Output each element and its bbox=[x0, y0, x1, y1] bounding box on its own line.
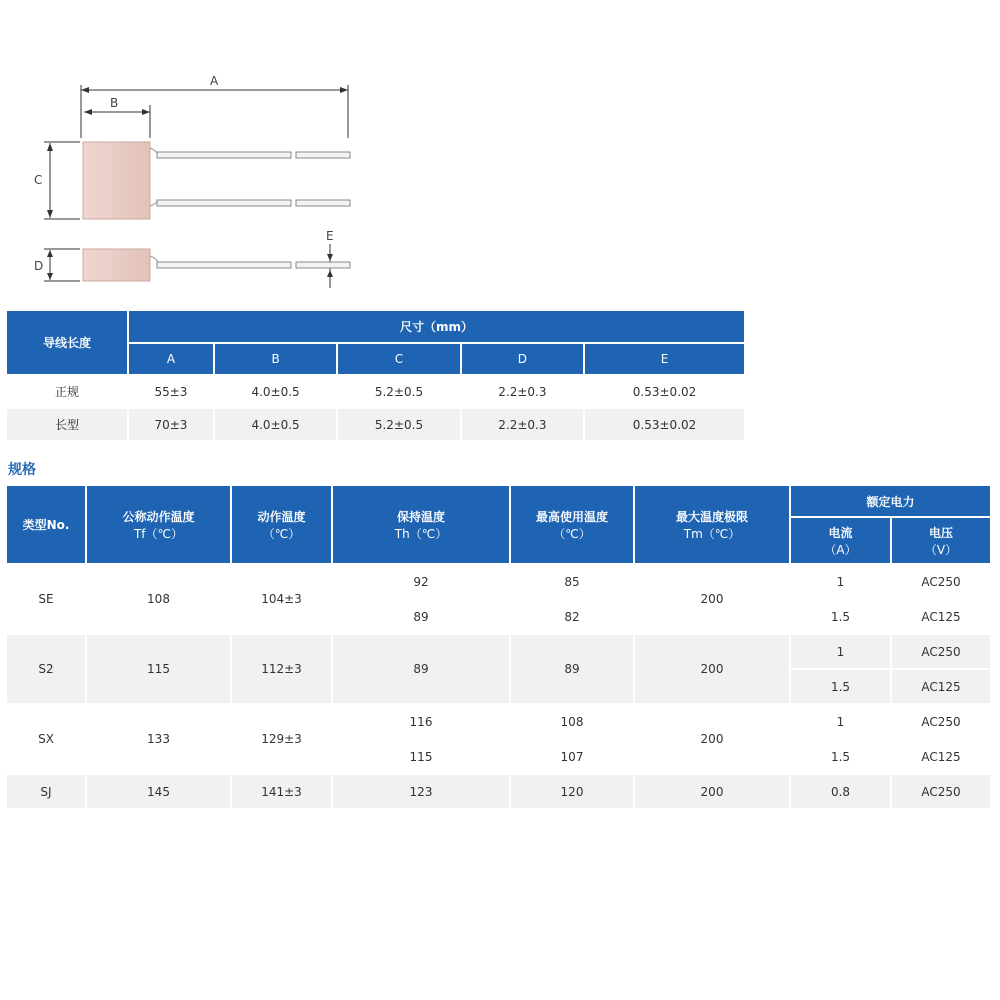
max-use-cell: 89 bbox=[510, 634, 634, 704]
type-cell: SJ bbox=[6, 774, 86, 809]
cell: 4.0±0.5 bbox=[214, 375, 337, 408]
tm-cell: 200 bbox=[634, 634, 790, 704]
th-cell: 116 bbox=[332, 704, 510, 739]
label-b: B bbox=[110, 96, 119, 110]
cell: 5.2±0.5 bbox=[337, 375, 460, 408]
specs-table bbox=[5, 484, 992, 810]
table-row bbox=[6, 634, 991, 669]
fuse-body-side-view bbox=[83, 249, 150, 281]
table-row bbox=[6, 408, 745, 441]
lead-top-2-end bbox=[296, 200, 350, 206]
max-use-cell: 120 bbox=[510, 774, 634, 809]
specs-title: 规格 bbox=[8, 462, 36, 478]
table-row bbox=[6, 375, 745, 408]
cell: 70±3 bbox=[128, 408, 214, 441]
max-use-cell: 82 bbox=[510, 599, 634, 634]
table-row bbox=[6, 704, 991, 739]
lead-top-2 bbox=[157, 200, 291, 206]
cell: 4.0±0.5 bbox=[214, 408, 337, 441]
voltage-cell: AC250 bbox=[891, 774, 991, 809]
type-header: 类型No. bbox=[6, 485, 86, 564]
table-row bbox=[6, 774, 991, 809]
tf-cell: 133 bbox=[86, 704, 231, 774]
current-cell: 1.5 bbox=[790, 669, 891, 704]
voltage-cell: AC250 bbox=[891, 564, 991, 599]
th-header: 保持温度 Th（℃） bbox=[332, 485, 510, 564]
type-cell: S2 bbox=[6, 634, 86, 704]
cell: 0.53±0.02 bbox=[584, 408, 745, 441]
current-header: 电流 （A） bbox=[790, 517, 891, 564]
op-temp-cell: 104±3 bbox=[231, 564, 332, 634]
tf-cell: 145 bbox=[86, 774, 231, 809]
lead-side bbox=[157, 262, 291, 268]
cell: 0.53±0.02 bbox=[584, 375, 745, 408]
size-group-header: 尺寸（mm） bbox=[128, 310, 745, 343]
tm-cell: 200 bbox=[634, 704, 790, 774]
tm-header: 最大温度极限 Tm（℃） bbox=[634, 485, 790, 564]
current-cell: 1.5 bbox=[790, 739, 891, 774]
col-a-header: A bbox=[128, 343, 214, 375]
th-cell: 89 bbox=[332, 634, 510, 704]
label-a: A bbox=[210, 74, 219, 88]
col-d-header: D bbox=[461, 343, 584, 375]
fuse-dimension-drawing bbox=[0, 0, 1000, 300]
rated-power-header: 额定电力 bbox=[790, 485, 991, 517]
op-temp-cell: 141±3 bbox=[231, 774, 332, 809]
max-use-cell: 108 bbox=[510, 704, 634, 739]
max-use-cell: 85 bbox=[510, 564, 634, 599]
cell: 2.2±0.3 bbox=[461, 408, 584, 441]
lead-top-1 bbox=[157, 152, 291, 158]
current-cell: 1.5 bbox=[790, 599, 891, 634]
type-cell: SX bbox=[6, 704, 86, 774]
label-e: E bbox=[326, 229, 334, 243]
voltage-cell: AC250 bbox=[891, 634, 991, 669]
max-use-temp-header: 最高使用温度 （℃） bbox=[510, 485, 634, 564]
label-d: D bbox=[34, 259, 44, 273]
tm-cell: 200 bbox=[634, 774, 790, 809]
current-cell: 1 bbox=[790, 704, 891, 739]
tm-cell: 200 bbox=[634, 564, 790, 634]
th-cell: 89 bbox=[332, 599, 510, 634]
cell: 55±3 bbox=[128, 375, 214, 408]
op-temp-header: 动作温度 （℃） bbox=[231, 485, 332, 564]
th-cell: 92 bbox=[332, 564, 510, 599]
max-use-cell: 107 bbox=[510, 739, 634, 774]
th-cell: 123 bbox=[332, 774, 510, 809]
col-e-header: E bbox=[584, 343, 745, 375]
tf-header: 公称动作温度 Tf（℃） bbox=[86, 485, 231, 564]
col-c-header: C bbox=[337, 343, 460, 375]
row-name: 长型 bbox=[6, 408, 128, 441]
voltage-header: 电压 （V） bbox=[891, 517, 991, 564]
op-temp-cell: 129±3 bbox=[231, 704, 332, 774]
voltage-cell: AC125 bbox=[891, 599, 991, 634]
table-row bbox=[6, 564, 991, 599]
current-cell: 1 bbox=[790, 634, 891, 669]
voltage-cell: AC125 bbox=[891, 669, 991, 704]
row-name: 正规 bbox=[6, 375, 128, 408]
fuse-body-top-view bbox=[83, 142, 150, 219]
label-c: C bbox=[34, 173, 43, 187]
op-temp-cell: 112±3 bbox=[231, 634, 332, 704]
current-cell: 0.8 bbox=[790, 774, 891, 809]
voltage-cell: AC125 bbox=[891, 739, 991, 774]
tf-cell: 108 bbox=[86, 564, 231, 634]
col-b-header: B bbox=[214, 343, 337, 375]
th-cell: 115 bbox=[332, 739, 510, 774]
type-cell: SE bbox=[6, 564, 86, 634]
cell: 5.2±0.5 bbox=[337, 408, 460, 441]
cell: 2.2±0.3 bbox=[461, 375, 584, 408]
lead-length-header: 导线长度 bbox=[6, 310, 128, 375]
lead-top-1-end bbox=[296, 152, 350, 158]
lead-side-end bbox=[296, 262, 350, 268]
dimensions-table bbox=[5, 309, 746, 442]
voltage-cell: AC250 bbox=[891, 704, 991, 739]
current-cell: 1 bbox=[790, 564, 891, 599]
tf-cell: 115 bbox=[86, 634, 231, 704]
